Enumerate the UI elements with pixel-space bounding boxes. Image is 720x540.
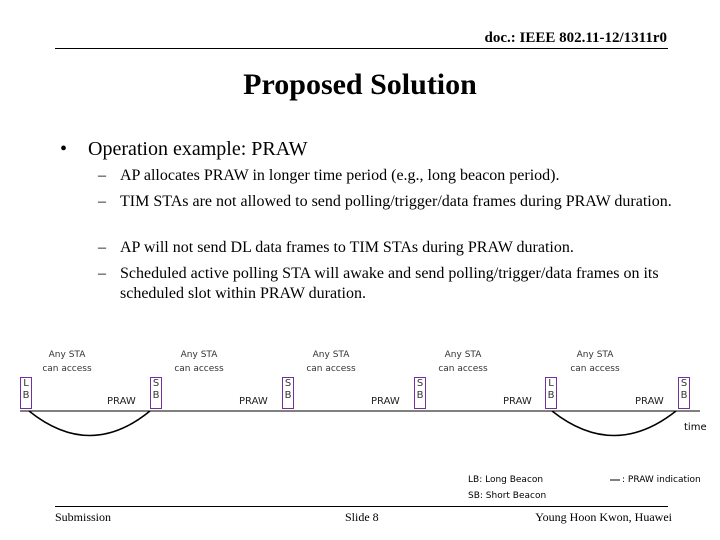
sub-bullet-3 xyxy=(98,238,678,258)
sub-bullet-text: TIM STAs are not allowed to send polling/trigger/data frames during PRAW duration. xyxy=(120,193,672,210)
long-beacon: L B xyxy=(545,377,557,409)
footer-author: Young Hoon Kwon, Huawei xyxy=(535,510,672,524)
timeline-graphics xyxy=(0,340,720,510)
any-sta-label: Any STA can access xyxy=(306,350,356,374)
legend-lb: LB: Long Beacon xyxy=(468,475,544,485)
praw-label: PRAW xyxy=(635,396,664,407)
footer-divider xyxy=(55,506,668,507)
sub-bullet-2 xyxy=(98,192,678,232)
praw-period-arc xyxy=(29,411,150,436)
dash-icon: – xyxy=(98,265,106,282)
footer-submission: Submission xyxy=(55,510,112,524)
praw-label: PRAW xyxy=(371,396,400,407)
time-axis-label: time xyxy=(684,422,707,433)
dash-icon: – xyxy=(98,167,106,184)
header-divider xyxy=(55,48,668,49)
sub-bullet-text: AP will not send DL data frames to TIM STAs during PRAW duration. xyxy=(120,239,574,256)
main-bullet-text: Operation example: PRAW xyxy=(88,138,308,160)
short-beacon: S B xyxy=(414,377,426,409)
any-sta-label: Any STA can access xyxy=(42,350,92,374)
long-beacon: L B xyxy=(20,377,32,409)
short-beacon: S B xyxy=(678,377,690,409)
sub-bullet-1 xyxy=(98,166,678,186)
sub-bullet-4 xyxy=(98,264,678,304)
praw-period-arc xyxy=(552,411,676,436)
praw-label: PRAW xyxy=(503,396,532,407)
slide-title: Proposed Solution xyxy=(243,68,477,101)
sub-bullet-text: AP allocates PRAW in longer time period (e.g., long beacon period). xyxy=(120,167,560,184)
dash-icon: – xyxy=(98,193,106,210)
any-sta-label: Any STA can access xyxy=(438,350,488,374)
main-bullet xyxy=(60,138,307,161)
praw-label: PRAW xyxy=(107,396,136,407)
praw-timeline-diagram xyxy=(0,340,720,510)
legend-sb: SB: Short Beacon xyxy=(468,491,547,501)
any-sta-label: Any STA can access xyxy=(570,350,620,374)
praw-label: PRAW xyxy=(239,396,268,407)
dash-icon: – xyxy=(98,239,106,256)
bullet-dot-icon: • xyxy=(60,138,68,160)
any-sta-label: Any STA can access xyxy=(174,350,224,374)
legend-praw-indication: : PRAW indication xyxy=(622,475,701,485)
footer-slide-number: Slide 8 xyxy=(345,510,379,524)
document-id: doc.: IEEE 802.11-12/1311r0 xyxy=(484,30,667,46)
short-beacon: S B xyxy=(150,377,162,409)
legend-beacons xyxy=(468,472,546,504)
short-beacon: S B xyxy=(282,377,294,409)
sub-bullet-text: Scheduled active polling STA will awake and send polling/trigger/data frames on its scheduled slot within PRAW duration. xyxy=(120,265,659,302)
